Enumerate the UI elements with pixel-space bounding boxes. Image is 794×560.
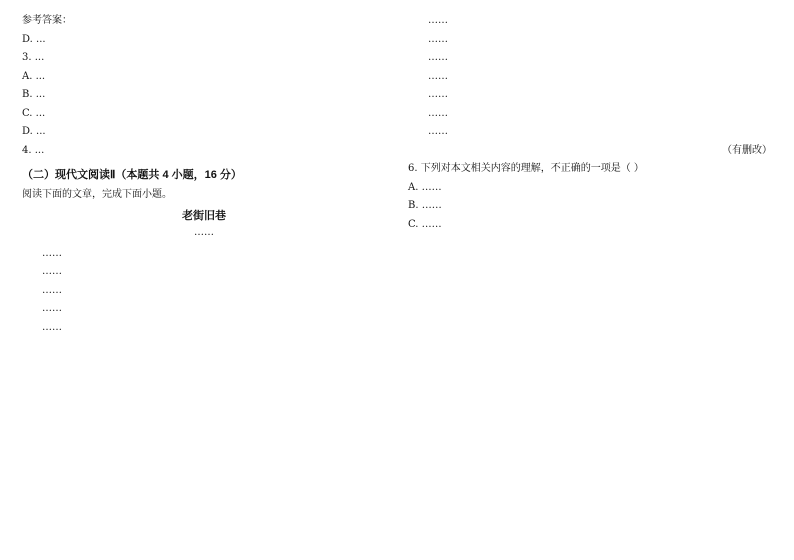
line: C. ... <box>22 107 46 119</box>
paragraph: …… <box>42 303 62 315</box>
paragraph: …… <box>42 321 62 333</box>
paragraph: …… <box>428 33 448 45</box>
paragraph: …… <box>42 247 62 259</box>
paragraph: …… <box>428 89 448 100</box>
article-title: 老街旧巷 <box>182 209 226 223</box>
top-lines <box>22 14 386 158</box>
question-6-option: C. …… <box>408 218 442 230</box>
page-columns <box>22 14 772 546</box>
line: 4. ... <box>22 144 45 156</box>
line: B. ... <box>22 89 46 100</box>
right-column <box>408 14 772 546</box>
section-instruction: 阅读下面的文章，完成下面小题。 <box>22 188 172 200</box>
question-6-option: A. …… <box>408 181 442 193</box>
paragraph: …… <box>428 126 448 137</box>
section-title: （二）现代文阅读Ⅱ（本题共 4 小题，16 分） <box>22 169 242 181</box>
line: 参考答案： <box>22 15 72 26</box>
paragraph: …… <box>428 70 448 82</box>
article-body <box>22 247 386 336</box>
line: 3. ... <box>22 52 45 63</box>
paragraph: …… <box>42 284 62 296</box>
left-column <box>22 14 386 546</box>
article-author: …… <box>194 227 214 239</box>
question-6: 6. 下列对本文相关内容的理解，不正确的一项是（ ） <box>408 163 644 174</box>
source-note: （有删改） <box>722 144 772 156</box>
question-6-option: B. …… <box>408 200 442 211</box>
article-body-continued <box>408 14 772 140</box>
line: A. ... <box>22 70 46 82</box>
paragraph: …… <box>42 266 62 278</box>
line: D. ... <box>22 33 46 45</box>
paragraph: …… <box>428 107 448 119</box>
paragraph: …… <box>428 15 448 26</box>
paragraph: …… <box>428 52 448 63</box>
line: D. ... <box>22 126 46 137</box>
